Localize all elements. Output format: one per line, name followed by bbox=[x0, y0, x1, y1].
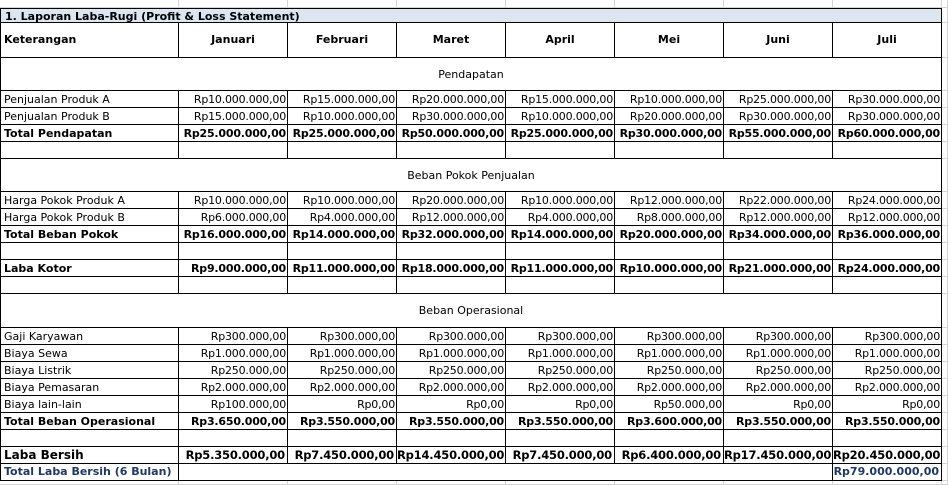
empty-cell[interactable] bbox=[506, 243, 615, 260]
value-cell-lain[interactable]: Rp0,00 bbox=[833, 396, 942, 413]
row-label-listrik[interactable]: Biaya Listrik bbox=[0, 362, 179, 379]
empty-cell[interactable] bbox=[397, 277, 506, 294]
value-cell-pemasaran[interactable]: Rp2.000.000,00 bbox=[288, 379, 397, 396]
empty-cell[interactable] bbox=[724, 142, 833, 159]
row-label-total_beban_operasional[interactable]: Total Beban Operasional bbox=[0, 413, 179, 430]
value-cell-hpp_b[interactable]: Rp8.000.000,00 bbox=[615, 209, 724, 226]
value-cell-lain[interactable]: Rp0,00 bbox=[288, 396, 397, 413]
value-cell-penjualan_b[interactable]: Rp10.000.000,00 bbox=[506, 108, 615, 125]
total-laba-spacer[interactable] bbox=[179, 464, 833, 481]
value-cell-penjualan_a[interactable]: Rp20.000.000,00 bbox=[397, 91, 506, 108]
grid-cell[interactable] bbox=[942, 142, 948, 159]
empty-cell[interactable] bbox=[179, 142, 288, 159]
value-cell-total_beban_pokok[interactable]: Rp34.000.000,00 bbox=[724, 226, 833, 243]
total-laba-label[interactable]: Total Laba Bersih (6 Bulan) bbox=[0, 464, 179, 481]
value-cell-penjualan_a[interactable]: Rp30.000.000,00 bbox=[833, 91, 942, 108]
grid-cell[interactable] bbox=[942, 464, 948, 481]
grid-cell[interactable] bbox=[942, 430, 948, 447]
column-header-month[interactable]: Januari bbox=[179, 23, 288, 58]
section-header-beban_pokok[interactable]: Beban Pokok Penjualan bbox=[0, 159, 942, 192]
value-cell-pemasaran[interactable]: Rp2.000.000,00 bbox=[833, 379, 942, 396]
grid-cell[interactable] bbox=[615, 481, 724, 485]
value-cell-laba_bersih[interactable]: Rp7.450.000,00 bbox=[288, 447, 397, 464]
value-cell-gaji[interactable]: Rp300.000,00 bbox=[506, 328, 615, 345]
value-cell-sewa[interactable]: Rp1.000.000,00 bbox=[179, 345, 288, 362]
empty-cell[interactable] bbox=[288, 243, 397, 260]
value-cell-total_pendapatan[interactable]: Rp55.000.000,00 bbox=[724, 125, 833, 142]
grid-cell[interactable] bbox=[942, 413, 948, 430]
grid-cell[interactable] bbox=[942, 8, 948, 23]
grid-cell[interactable] bbox=[397, 0, 506, 8]
value-cell-penjualan_b[interactable]: Rp30.000.000,00 bbox=[833, 108, 942, 125]
empty-cell[interactable] bbox=[615, 277, 724, 294]
empty-cell[interactable] bbox=[397, 142, 506, 159]
value-cell-penjualan_b[interactable]: Rp30.000.000,00 bbox=[397, 108, 506, 125]
value-cell-laba_bersih[interactable]: Rp7.450.000,00 bbox=[506, 447, 615, 464]
value-cell-penjualan_a[interactable]: Rp25.000.000,00 bbox=[724, 91, 833, 108]
value-cell-total_pendapatan[interactable]: Rp60.000.000,00 bbox=[833, 125, 942, 142]
grid-cell[interactable] bbox=[942, 243, 948, 260]
value-cell-total_pendapatan[interactable]: Rp25.000.000,00 bbox=[506, 125, 615, 142]
grid-cell[interactable] bbox=[833, 0, 942, 8]
empty-cell[interactable] bbox=[615, 243, 724, 260]
value-cell-hpp_b[interactable]: Rp4.000.000,00 bbox=[288, 209, 397, 226]
empty-cell[interactable] bbox=[0, 277, 179, 294]
empty-cell[interactable] bbox=[833, 430, 942, 447]
grid-cell[interactable] bbox=[833, 481, 942, 485]
row-label-sewa[interactable]: Biaya Sewa bbox=[0, 345, 179, 362]
value-cell-pemasaran[interactable]: Rp2.000.000,00 bbox=[724, 379, 833, 396]
value-cell-total_beban_operasional[interactable]: Rp3.650.000,00 bbox=[179, 413, 288, 430]
empty-cell[interactable] bbox=[615, 430, 724, 447]
value-cell-gaji[interactable]: Rp300.000,00 bbox=[397, 328, 506, 345]
value-cell-lain[interactable]: Rp50.000,00 bbox=[615, 396, 724, 413]
value-cell-hpp_a[interactable]: Rp20.000.000,00 bbox=[397, 192, 506, 209]
grid-cell[interactable] bbox=[942, 226, 948, 243]
grid-cell[interactable] bbox=[942, 481, 948, 485]
section-header-pendapatan[interactable]: Pendapatan bbox=[0, 58, 942, 91]
row-label-pemasaran[interactable]: Biaya Pemasaran bbox=[0, 379, 179, 396]
empty-cell[interactable] bbox=[179, 430, 288, 447]
value-cell-hpp_a[interactable]: Rp10.000.000,00 bbox=[179, 192, 288, 209]
value-cell-hpp_a[interactable]: Rp24.000.000,00 bbox=[833, 192, 942, 209]
grid-cell[interactable] bbox=[724, 481, 833, 485]
column-header-month[interactable]: Juli bbox=[833, 23, 942, 58]
grid-cell[interactable] bbox=[942, 125, 948, 142]
value-cell-listrik[interactable]: Rp250.000,00 bbox=[179, 362, 288, 379]
value-cell-listrik[interactable]: Rp250.000,00 bbox=[288, 362, 397, 379]
value-cell-laba_bersih[interactable]: Rp20.450.000,00 bbox=[833, 448, 941, 462]
value-cell-laba_bersih[interactable]: Rp6.400.000,00 bbox=[615, 447, 724, 464]
value-cell-listrik[interactable]: Rp250.000,00 bbox=[833, 362, 942, 379]
section-header-beban_operasional[interactable]: Beban Operasional bbox=[0, 294, 942, 328]
value-cell-total_beban_operasional[interactable]: Rp3.550.000,00 bbox=[288, 413, 397, 430]
grid-cell[interactable] bbox=[942, 260, 948, 277]
empty-cell[interactable] bbox=[0, 142, 179, 159]
value-cell-penjualan_b[interactable]: Rp15.000.000,00 bbox=[179, 108, 288, 125]
value-cell-lain[interactable]: Rp100.000,00 bbox=[179, 396, 288, 413]
grid-cell[interactable] bbox=[0, 481, 179, 485]
grid-cell[interactable] bbox=[942, 209, 948, 226]
grid-cell[interactable] bbox=[942, 328, 948, 345]
value-cell-laba_bersih[interactable]: Rp17.450.000,00 bbox=[724, 448, 832, 462]
empty-cell[interactable] bbox=[724, 277, 833, 294]
value-cell-sewa[interactable]: Rp1.000.000,00 bbox=[724, 345, 833, 362]
value-cell-gaji[interactable]: Rp300.000,00 bbox=[615, 328, 724, 345]
value-cell-gaji[interactable]: Rp300.000,00 bbox=[833, 328, 942, 345]
row-label-penjualan_a[interactable]: Penjualan Produk A bbox=[0, 91, 179, 108]
column-header-keterangan[interactable]: Keterangan bbox=[0, 23, 179, 58]
empty-cell[interactable] bbox=[724, 243, 833, 260]
row-label-total_beban_pokok[interactable]: Total Beban Pokok bbox=[0, 226, 179, 243]
value-cell-total_beban_operasional[interactable]: Rp3.550.000,00 bbox=[833, 413, 942, 430]
value-cell-hpp_b[interactable]: Rp12.000.000,00 bbox=[833, 209, 942, 226]
empty-cell[interactable] bbox=[0, 243, 179, 260]
value-cell-pemasaran[interactable]: Rp2.000.000,00 bbox=[397, 379, 506, 396]
value-cell-total_beban_pokok[interactable]: Rp36.000.000,00 bbox=[833, 226, 942, 243]
value-cell-total_beban_operasional[interactable]: Rp3.550.000,00 bbox=[506, 413, 615, 430]
value-cell-gaji[interactable]: Rp300.000,00 bbox=[724, 328, 833, 345]
value-cell-listrik[interactable]: Rp250.000,00 bbox=[724, 362, 833, 379]
value-cell-laba_kotor[interactable]: Rp24.000.000,00 bbox=[833, 260, 942, 277]
value-cell-hpp_a[interactable]: Rp10.000.000,00 bbox=[506, 192, 615, 209]
empty-cell[interactable] bbox=[179, 243, 288, 260]
grid-cell[interactable] bbox=[179, 0, 288, 8]
value-cell-pemasaran[interactable]: Rp2.000.000,00 bbox=[179, 379, 288, 396]
value-cell-sewa[interactable]: Rp1.000.000,00 bbox=[833, 345, 942, 362]
value-cell-penjualan_b[interactable]: Rp10.000.000,00 bbox=[288, 108, 397, 125]
empty-cell[interactable] bbox=[833, 277, 942, 294]
row-label-total_pendapatan[interactable]: Total Pendapatan bbox=[0, 125, 179, 142]
empty-cell[interactable] bbox=[397, 243, 506, 260]
grid-cell[interactable] bbox=[942, 345, 948, 362]
value-cell-listrik[interactable]: Rp250.000,00 bbox=[397, 362, 506, 379]
value-cell-hpp_a[interactable]: Rp22.000.000,00 bbox=[724, 192, 833, 209]
value-cell-gaji[interactable]: Rp300.000,00 bbox=[179, 328, 288, 345]
grid-cell[interactable] bbox=[942, 396, 948, 413]
grid-cell[interactable] bbox=[506, 481, 615, 485]
value-cell-hpp_b[interactable]: Rp6.000.000,00 bbox=[179, 209, 288, 226]
value-cell-hpp_b[interactable]: Rp12.000.000,00 bbox=[397, 209, 506, 226]
empty-cell[interactable] bbox=[615, 142, 724, 159]
value-cell-total_beban_operasional[interactable]: Rp3.550.000,00 bbox=[724, 413, 833, 430]
column-header-month[interactable]: Februari bbox=[288, 23, 397, 58]
grid-cell[interactable] bbox=[506, 0, 615, 8]
row-label-gaji[interactable]: Gaji Karyawan bbox=[0, 328, 179, 345]
value-cell-laba_kotor[interactable]: Rp21.000.000,00 bbox=[724, 260, 833, 277]
grid-cell[interactable] bbox=[615, 0, 724, 8]
value-cell-hpp_a[interactable]: Rp12.000.000,00 bbox=[615, 192, 724, 209]
value-cell-hpp_a[interactable]: Rp10.000.000,00 bbox=[288, 192, 397, 209]
value-cell-gaji[interactable]: Rp300.000,00 bbox=[288, 328, 397, 345]
value-cell-laba_bersih[interactable]: Rp14.450.000,00 bbox=[397, 448, 505, 462]
total-laba-value[interactable]: Rp79.000.000,00 bbox=[833, 464, 942, 481]
value-cell-total_pendapatan[interactable]: Rp30.000.000,00 bbox=[615, 125, 724, 142]
grid-cell[interactable] bbox=[942, 108, 948, 125]
value-cell-sewa[interactable]: Rp1.000.000,00 bbox=[506, 345, 615, 362]
empty-cell[interactable] bbox=[506, 142, 615, 159]
value-cell-sewa[interactable]: Rp1.000.000,00 bbox=[615, 345, 724, 362]
value-cell-listrik[interactable]: Rp250.000,00 bbox=[615, 362, 724, 379]
sheet-title[interactable]: 1. Laporan Laba-Rugi (Profit & Loss Statement) bbox=[0, 8, 942, 23]
column-header-month[interactable]: Maret bbox=[397, 23, 506, 58]
value-cell-lain[interactable]: Rp0,00 bbox=[724, 396, 833, 413]
grid-cell[interactable] bbox=[942, 58, 948, 91]
grid-cell[interactable] bbox=[288, 0, 397, 8]
value-cell-laba_kotor[interactable]: Rp10.000.000,00 bbox=[615, 260, 724, 277]
empty-cell[interactable] bbox=[0, 430, 179, 447]
row-label-hpp_b[interactable]: Harga Pokok Produk B bbox=[0, 209, 179, 226]
value-cell-listrik[interactable]: Rp250.000,00 bbox=[506, 362, 615, 379]
value-cell-pemasaran[interactable]: Rp2.000.000,00 bbox=[615, 379, 724, 396]
value-cell-total_beban_operasional[interactable]: Rp3.550.000,00 bbox=[397, 413, 506, 430]
grid-cell[interactable] bbox=[942, 159, 948, 192]
value-cell-sewa[interactable]: Rp1.000.000,00 bbox=[288, 345, 397, 362]
value-cell-laba_kotor[interactable]: Rp11.000.000,00 bbox=[288, 260, 397, 277]
row-label-lain[interactable]: Biaya lain-lain bbox=[0, 396, 179, 413]
grid-cell[interactable] bbox=[724, 0, 833, 8]
empty-cell[interactable] bbox=[724, 430, 833, 447]
grid-cell[interactable] bbox=[179, 481, 288, 485]
value-cell-penjualan_b[interactable]: Rp30.000.000,00 bbox=[724, 108, 833, 125]
value-cell-total_pendapatan[interactable]: Rp50.000.000,00 bbox=[397, 125, 506, 142]
value-cell-total_beban_pokok[interactable]: Rp14.000.000,00 bbox=[506, 226, 615, 243]
grid-cell[interactable] bbox=[288, 481, 397, 485]
value-cell-laba_kotor[interactable]: Rp9.000.000,00 bbox=[179, 260, 288, 277]
grid-cell[interactable] bbox=[942, 91, 948, 108]
empty-cell[interactable] bbox=[288, 430, 397, 447]
empty-cell[interactable] bbox=[397, 430, 506, 447]
value-cell-penjualan_b[interactable]: Rp20.000.000,00 bbox=[615, 108, 724, 125]
grid-cell[interactable] bbox=[942, 277, 948, 294]
value-cell-laba_kotor[interactable]: Rp18.000.000,00 bbox=[397, 260, 506, 277]
row-label-hpp_a[interactable]: Harga Pokok Produk A bbox=[0, 192, 179, 209]
value-cell-lain[interactable]: Rp0,00 bbox=[506, 396, 615, 413]
value-cell-penjualan_a[interactable]: Rp15.000.000,00 bbox=[506, 91, 615, 108]
grid-cell[interactable] bbox=[942, 23, 948, 58]
value-cell-total_beban_operasional[interactable]: Rp3.600.000,00 bbox=[615, 413, 724, 430]
value-cell-total_beban_pokok[interactable]: Rp20.000.000,00 bbox=[615, 226, 724, 243]
value-cell-total_beban_pokok[interactable]: Rp16.000.000,00 bbox=[179, 226, 288, 243]
value-cell-pemasaran[interactable]: Rp2.000.000,00 bbox=[506, 379, 615, 396]
grid-cell[interactable] bbox=[397, 481, 506, 485]
empty-cell[interactable] bbox=[288, 142, 397, 159]
empty-cell[interactable] bbox=[506, 430, 615, 447]
grid-cell[interactable] bbox=[942, 192, 948, 209]
value-cell-lain[interactable]: Rp0,00 bbox=[397, 396, 506, 413]
value-cell-hpp_b[interactable]: Rp12.000.000,00 bbox=[724, 209, 833, 226]
value-cell-total_pendapatan[interactable]: Rp25.000.000,00 bbox=[179, 125, 288, 142]
column-header-month[interactable]: Mei bbox=[615, 23, 724, 58]
grid-cell[interactable] bbox=[942, 294, 948, 328]
value-cell-laba_bersih[interactable]: Rp5.350.000,00 bbox=[179, 447, 288, 464]
row-label-penjualan_b[interactable]: Penjualan Produk B bbox=[0, 108, 179, 125]
row-label-laba_kotor[interactable]: Laba Kotor bbox=[0, 260, 179, 277]
value-cell-hpp_b[interactable]: Rp4.000.000,00 bbox=[506, 209, 615, 226]
grid-cell[interactable] bbox=[942, 379, 948, 396]
value-cell-total_pendapatan[interactable]: Rp25.000.000,00 bbox=[288, 125, 397, 142]
empty-cell[interactable] bbox=[288, 277, 397, 294]
grid-cell[interactable] bbox=[942, 362, 948, 379]
empty-cell[interactable] bbox=[179, 277, 288, 294]
column-header-month[interactable]: Juni bbox=[724, 23, 833, 58]
value-cell-total_beban_pokok[interactable]: Rp32.000.000,00 bbox=[397, 226, 506, 243]
grid-cell[interactable] bbox=[0, 0, 179, 8]
value-cell-laba_kotor[interactable]: Rp11.000.000,00 bbox=[506, 260, 615, 277]
value-cell-penjualan_a[interactable]: Rp15.000.000,00 bbox=[288, 91, 397, 108]
grid-cell[interactable] bbox=[942, 447, 948, 464]
value-cell-penjualan_a[interactable]: Rp10.000.000,00 bbox=[615, 91, 724, 108]
value-cell-total_beban_pokok[interactable]: Rp14.000.000,00 bbox=[288, 226, 397, 243]
value-cell-sewa[interactable]: Rp1.000.000,00 bbox=[397, 345, 506, 362]
column-header-month[interactable]: April bbox=[506, 23, 615, 58]
empty-cell[interactable] bbox=[833, 243, 942, 260]
grid-cell[interactable] bbox=[942, 0, 948, 8]
empty-cell[interactable] bbox=[833, 142, 942, 159]
value-cell-penjualan_a[interactable]: Rp10.000.000,00 bbox=[179, 91, 288, 108]
empty-cell[interactable] bbox=[506, 277, 615, 294]
row-label-laba_bersih[interactable]: Laba Bersih bbox=[0, 447, 179, 464]
